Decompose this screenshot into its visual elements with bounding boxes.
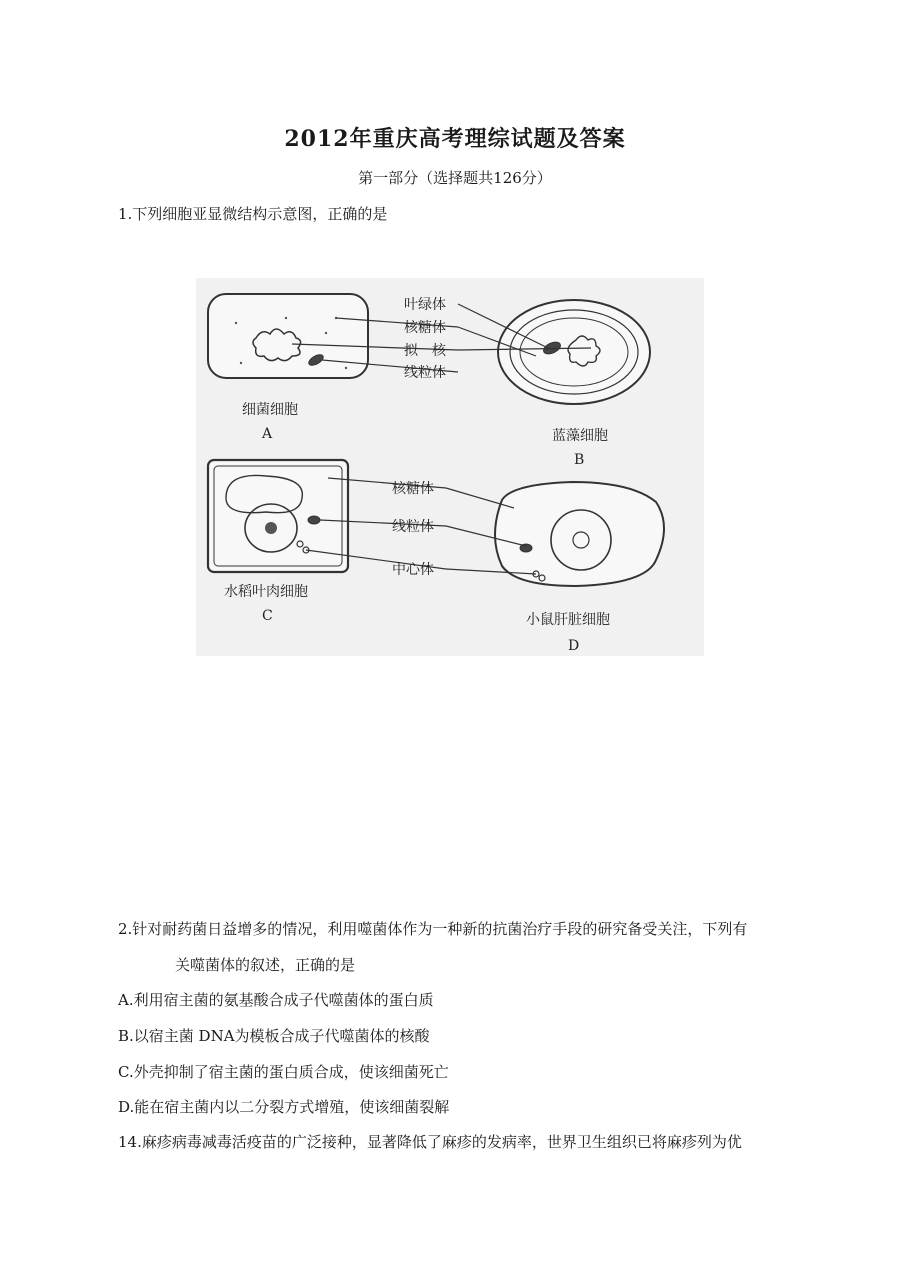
- panel-b-name: 蓝藻细胞: [552, 428, 608, 444]
- panel-a-name: 细菌细胞: [242, 402, 298, 418]
- option-a: A.利用宿主菌的氨基酸合成子代噬菌体的蛋白质: [118, 991, 434, 1009]
- cell-structure-figure: [196, 278, 704, 656]
- label-mitochondrion-2: 线粒体: [392, 519, 434, 535]
- plant-cell-diagram: [208, 460, 348, 572]
- label-ribosome: 核糖体: [404, 320, 446, 336]
- bacterium-diagram: [208, 294, 368, 378]
- panel-d-letter: D: [568, 638, 580, 654]
- option-d: D.能在宿主菌内以二分裂方式增殖，使该细菌裂解: [118, 1098, 450, 1116]
- animal-cell-diagram: [495, 482, 664, 586]
- label-centrosome: 中心体: [392, 562, 434, 578]
- question-1-stem: 1.下列细胞亚显微结构示意图，正确的是: [118, 205, 388, 223]
- section-heading: 第一部分（选择题共126分）: [358, 169, 552, 187]
- option-c: C.外壳抑制了宿主菌的蛋白质合成，使该细菌死亡: [118, 1063, 449, 1081]
- cyanobacterium-diagram: [498, 300, 650, 404]
- page-title: 2012年重庆高考理综试题及答案: [284, 126, 626, 152]
- panel-a-letter: A: [262, 426, 273, 442]
- label-nucleoid: 拟 核: [404, 343, 446, 359]
- question-2-stem-line2: 关噬菌体的叙述，正确的是: [175, 956, 356, 974]
- question-2-stem-line1: 2.针对耐药菌日益增多的情况，利用噬菌体作为一种新的抗菌治疗手段的研究备受关注，下列有: [118, 920, 748, 938]
- question-14-stem: 14.麻疹病毒减毒活疫苗的广泛接种，显著降低了麻疹的发病率，世界卫生组织已将麻疹列为优: [118, 1133, 742, 1151]
- option-b: B.以宿主菌 DNA为模板合成子代噬菌体的核酸: [118, 1027, 430, 1045]
- panel-c-name: 水稻叶肉细胞: [224, 584, 308, 600]
- label-ribosome-2: 核糖体: [392, 481, 434, 497]
- label-mitochondrion: 线粒体: [404, 365, 446, 381]
- panel-d-name: 小鼠肝脏细胞: [526, 612, 610, 628]
- panel-b-letter: B: [574, 452, 585, 468]
- label-chloroplast: 叶绿体: [404, 297, 446, 313]
- panel-c-letter: C: [262, 608, 273, 624]
